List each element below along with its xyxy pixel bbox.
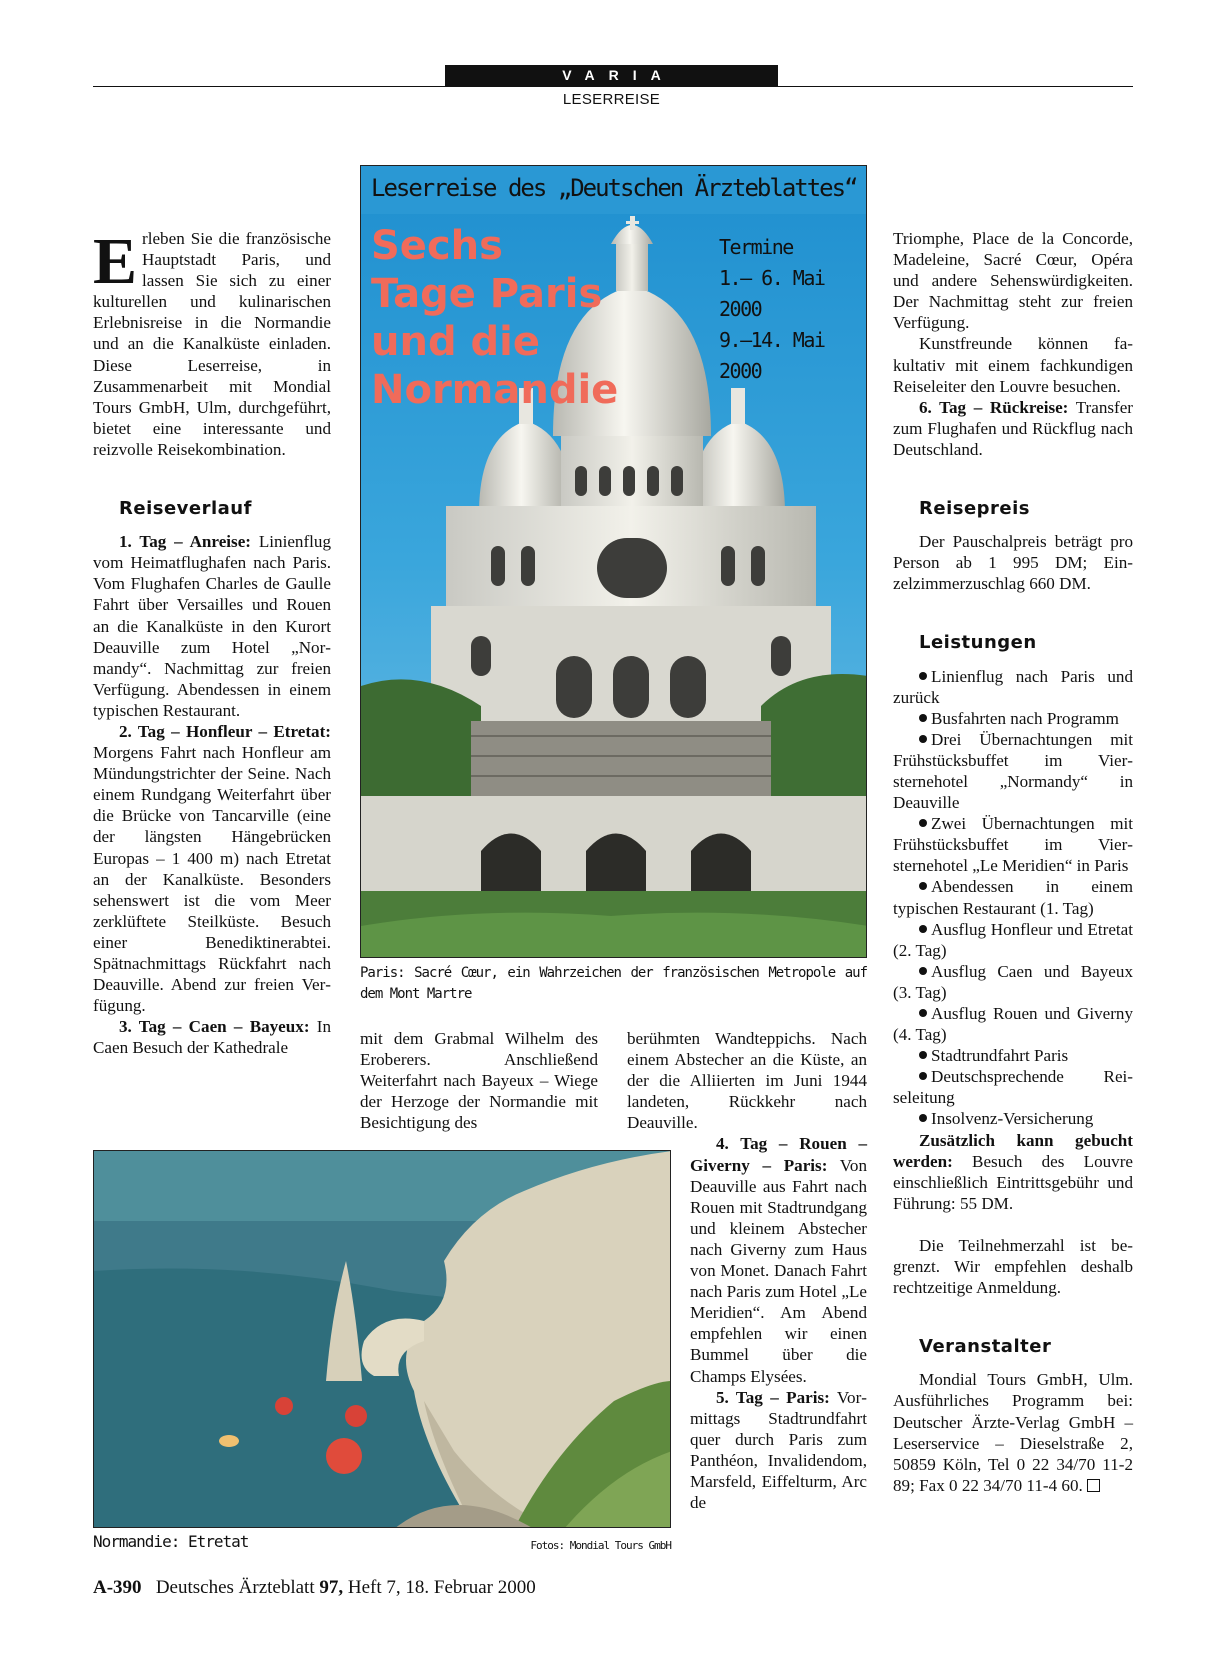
day2-paragraph: 2. Tag – Honfleur – Etretat: Morgens Fahrt nach Honfleur am Mündungstrichter der Seine. Nach einem Rundgang Weiterfahrt über die Brücke von Tancarville (eine der längsten Hängebrücken Europas – 1 400 m) nach Etretat an der Kanalküste. Besonders sehenswert ist die vom Meer zerklüftete Steilküste. Besuch einer Benediktinerabtei. Spätnachmittags Rückfahrt nach Deauville. Abend zur freien Verfügung. [93, 721, 331, 1016]
heading-veranstalter: Veranstalter [919, 1336, 1052, 1358]
end-mark [1087, 1479, 1100, 1492]
list-item: Ausflug Honfleur und Etretat (2. Tag) [893, 919, 1133, 960]
column-2: mit dem Grabmal Wilhelm des Eroberers. Anschließend Weiterfahrt nach Bayeux – Wiege der Herzoge der Normandie mit Besichtigung des [360, 1029, 598, 1133]
drop-cap: E [93, 225, 138, 298]
list-item: Ausflug Rouen und Giverny (4. Tag) [893, 1004, 1133, 1045]
section-label: VARIA [445, 65, 778, 86]
page-footer [93, 1577, 536, 1599]
column-3: berühmten Wandteppichs. Nach einem Abstecher an die Küste, an der die Alliierten im Juni 1944 landeten, Rückkehr nach Deauville. 4. Tag – Rouen – Giverny – Paris: Von Deauville aus Fahrt nach Rouen mit Stadtrundgang und kleinem Abstecher nach Giverny zum Haus von Monet. Danach Fahrt nach Paris zum Hotel „Le Meridien“. Am Abend empfehlen wir einen Bummel über die Champs Elysées. 5. Tag – Paris: Vormittags Stadtrundfahrt quer durch Paris zum Panthéon, Invalidendom, Marsfeld, Eiffelturm, Arc de [627, 1029, 867, 1513]
heading-reiseverlauf: Reiseverlauf [119, 498, 252, 520]
list-item: Abendessen in einem typischen Restaurant (1. Tag) [893, 877, 1133, 918]
list-item: Insolvenz-Versicherung [893, 1108, 1133, 1129]
etretat-photo [93, 1150, 671, 1528]
poster-image [360, 165, 867, 958]
list-item: Busfahrten nach Programm [893, 708, 1133, 729]
heading-leistungen: Leistungen [919, 632, 1037, 654]
page-number: A-390 [93, 1577, 142, 1598]
journal-volume: 97, [319, 1577, 344, 1598]
column-1 [93, 225, 332, 1058]
organizer-paragraph: Mondial Tours GmbH, Ulm. Ausführliches Programm bei: Deutscher Ärzte-Verlag GmbH – Leserservice – Dieselstraße 2, 50859 Köln, Tel 0 22 34/70 11-2 89; Fax 0 22 34/70 11-4 60. [893, 1370, 1133, 1495]
journal-issue: Heft 7, 18. Februar 2000 [347, 1577, 536, 1598]
column-4: Triomphe, Place de la Concorde, Madeleine, Sacré Cœur, Opéra und andere Sehenswürdigkeiten. Der Nachmittag steht zur freien Verfügung. Kunstfreunde können fakultativ mit einem fachkundigen Reiseleiter den Louvre besuchen. 6. Tag – Rückreise: Transfer zum Flughafen und Rückflug nach Deutschland. Reisepreis Der Pauschalpreis beträgt pro Person ab 1 995 DM; Einzelzimmerzuschlag 660 DM. Leistungen Linienflug nach Paris und zurück Busfahrten nach Programm Drei Übernachtungen mit Frühstücksbuffet im Viersternehotel „Normandy“ in Deauville Zwei Übernachtungen mit Frühstücksbuffet im Viersternehotel „Le Meridien“ in Paris Abendessen in einem typischen Restaurant (1. Tag) Ausflug Honfleur und Etretat (2. Tag) Ausflug Caen und Bayeux (3. Tag) Ausflug Rouen und Giverny (4. Tag) Stadtrundfahrt Paris Deutschsprechende Reiseleitung Insolvenz-Versicherung Zusätzlich kann gebucht werden: Besuch des Louvre einschließlich Eintrittsgebühr und Führung: 55 DM. Die Teilnehmerzahl ist begrenzt. Wir empfehlen deshalb rechtzeitige Anmeldung. Veranstalter Mondial Tours GmbH, Ulm. Ausführliches Programm bei: Deutscher Ärzte-Verlag GmbH – Leserservice – Dieselstraße 2, 50859 Köln, Tel 0 22 34/70 11-2 89; Fax 0 22 34/70 11-4 60. [893, 229, 1133, 1495]
day1-paragraph: 1. Tag – Anreise: Linienflug vom Heimatflughafen nach Paris. Vom Flughafen Charles de Gaulle Fahrt über Versailles und Rouen an die Kanalküste in den Kurort Deauville zum Hotel „Normandy“. Nachmittag zur freien Verfügung. Abendessen in einem typischen Restaurant. [93, 532, 331, 720]
day4-paragraph: 4. Tag – Rouen – Giverny – Paris: Von Deauville aus Fahrt nach Rouen mit Stadtrundgang und kleinem Abstecher nach Giverny zum Haus von Monet. Danach Fahrt nach Paris zum Hotel „Le Meridien“. Am Abend empfehlen wir einen Bummel über die Champs Elysées. [690, 1134, 867, 1386]
list-item: Zwei Übernachtungen mit Frühstücksbuffet im Viersternehotel „Le Meridien“ in Paris [893, 814, 1133, 876]
list-item: Drei Übernachtungen mit Frühstücksbuffet im Viersternehotel „Normandy“ in Deauville [893, 729, 1133, 813]
poster-caption: Paris: Sacré Cœur, ein Wahrzeichen der französischen Metropole auf dem Mont Martre [360, 965, 867, 1002]
journal-name: Deutsches Ärzteblatt [155, 1577, 315, 1598]
day3-paragraph: 3. Tag – Caen – Bayeux: In Caen Besuch der Kathedrale [93, 1017, 332, 1058]
poster-dates: Termine 1.– 6. Mai 2000 9.–14. Mai 2000 [719, 235, 825, 383]
header-rule [93, 86, 1133, 87]
day6-paragraph: 6. Tag – Rückreise: Transfer zum Flughafen und Rückflug nach Deutschland. [893, 397, 1133, 459]
list-item: Stadtrundfahrt Paris [893, 1045, 1133, 1066]
photo-credit: Fotos: Mondial Tours GmbH [530, 1539, 671, 1552]
cliffs-illustration [94, 1151, 671, 1528]
day5-paragraph: 5. Tag – Paris: Vormittags Stadtrundfahrt quer durch Paris zum Panthéon, Invalidendom, Marsfeld, Eiffelturm, Arc de [690, 1387, 867, 1513]
services-list [893, 666, 1133, 1130]
etretat-caption: Normandie: Etretat [93, 1532, 249, 1551]
list-item: Ausflug Caen und Bayeux (3. Tag) [893, 961, 1133, 1002]
intro-paragraph: Erleben Sie die französische Hauptstadt Paris, und lassen Sie sich zu einer kulturellen und kulinarischen Erlebnisreise in die Normandie und an die Kanalküste einladen. Diese Leserreise, in Zusammenarbeit mit Mondial Tours GmbH, Ulm, durchgeführt, bietet eine interessante und reizvolle Reisekombination. [93, 225, 331, 459]
poster-banner: Leserreise des „Deutschen Ärzteblattes“ [371, 174, 857, 202]
section-sublabel: LESERREISE [562, 91, 661, 108]
poster-title: Sechs Tage Paris und die Normandie [371, 223, 619, 413]
list-item: Linienflug nach Paris und zurück [893, 666, 1133, 707]
list-item: Deutschsprechende Reiseleitung [893, 1067, 1133, 1108]
heading-reisepreis: Reisepreis [919, 498, 1031, 520]
extra-paragraph: Zusätzlich kann gebucht werden: Besuch des Louvre einschließlich Eintrittsgebühr und Führung: 55 DM. [893, 1130, 1133, 1213]
